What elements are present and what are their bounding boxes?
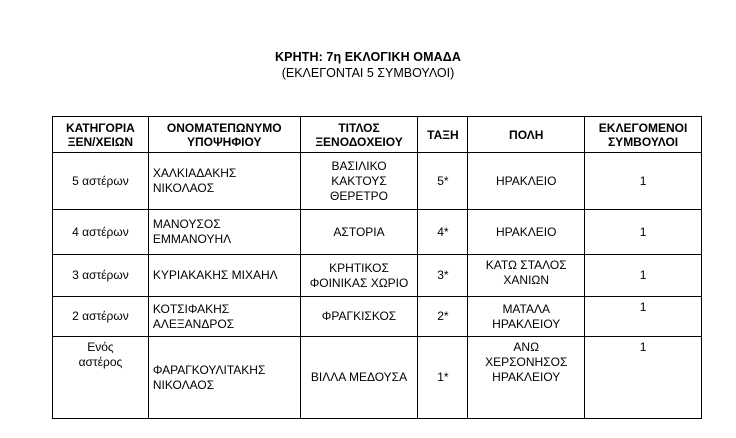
- cell-hotel: ΒΑΣΙΛΙΚΟ ΚΑΚΤΟΥΣ ΘΕΡΕΤΡΟ: [300, 153, 418, 210]
- cell-class: 4*: [418, 210, 468, 255]
- cell-hotel: ΒΙΛΛΑ ΜΕΔΟΥΣΑ: [300, 337, 418, 419]
- cell-city: ΜΑΤΑΛΑ ΗΡΑΚΛΕΙΟΥ: [468, 297, 585, 337]
- cell-city: ΑΝΩ ΧΕΡΣΟΝΗΣΟΣ ΗΡΑΚΛΕΙΟΥ: [468, 337, 585, 419]
- cell-elected: 1: [585, 255, 702, 297]
- table-row: [53, 210, 702, 255]
- cell-category: 3 αστέρων: [53, 255, 149, 297]
- table-header-row: [53, 117, 702, 153]
- cell-city: ΗΡΑΚΛΕΙΟ: [468, 210, 585, 255]
- header-elected: ΕΚΛΕΓΟΜΕΝΟΙ ΣΥΜΒΟΥΛΟΙ: [585, 117, 702, 153]
- candidates-table: [52, 116, 702, 419]
- cell-candidate: ΧΑΛΚΙΑΔΑΚΗΣ ΝΙΚΟΛΑΟΣ: [148, 153, 300, 210]
- header-hotel: ΤΙΤΛΟΣ ΞΕΝΟΔΟΧΕΙΟΥ: [300, 117, 418, 153]
- cell-candidate: ΜΑΝΟΥΣΟΣ ΕΜΜΑΝΟΥΗΛ: [148, 210, 300, 255]
- cell-category: Ενός αστέρος: [53, 337, 149, 419]
- cell-class: 3*: [418, 255, 468, 297]
- table-row: [53, 255, 702, 297]
- cell-category: 5 αστέρων: [53, 153, 149, 210]
- table-row: [53, 153, 702, 210]
- cell-class: 2*: [418, 297, 468, 337]
- table-row: [53, 337, 702, 419]
- cell-candidate: ΦΑΡΑΓΚΟΥΛΙΤΑΚΗΣ ΝΙΚΟΛΑΟΣ: [148, 337, 300, 419]
- header-candidate: ΟΝΟΜΑΤΕΠΩΝΥΜΟ ΥΠΟΨΗΦΙΟΥ: [148, 117, 300, 153]
- table-row: [53, 297, 702, 337]
- cell-elected: 1: [585, 153, 702, 210]
- document-title: ΚΡΗΤΗ: 7η ΕΚΛΟΓΙΚΗ ΟΜΑΔΑ: [275, 50, 461, 64]
- cell-city: ΚΑΤΩ ΣΤΑΛΟΣ ΧΑΝΙΩΝ: [468, 255, 585, 297]
- cell-hotel: ΚΡΗΤΙΚΟΣ ΦΟΙΝΙΚΑΣ ΧΩΡΙΟ: [300, 255, 418, 297]
- document-subtitle: (ΕΚΛΕΓΟΝΤΑΙ 5 ΣΥΜΒΟΥΛΟΙ): [281, 66, 455, 80]
- cell-elected: 1: [585, 297, 702, 337]
- header-class: ΤΑΞΗ: [418, 117, 468, 153]
- cell-class: 5*: [418, 153, 468, 210]
- cell-hotel: ΑΣΤΟΡΙΑ: [300, 210, 418, 255]
- cell-elected: 1: [585, 210, 702, 255]
- cell-class: 1*: [418, 337, 468, 419]
- cell-elected: 1: [585, 337, 702, 419]
- cell-category: 2 αστέρων: [53, 297, 149, 337]
- cell-category: 4 αστέρων: [53, 210, 149, 255]
- cell-candidate: ΚΟΤΣΙΦΑΚΗΣ ΑΛΕΞΑΝΔΡΟΣ: [148, 297, 300, 337]
- cell-candidate: ΚΥΡΙΑΚΑΚΗΣ ΜΙΧΑΗΛ: [148, 255, 300, 297]
- cell-city: ΗΡΑΚΛΕΙΟ: [468, 153, 585, 210]
- header-category: ΚΑΤΗΓΟΡΙΑ ΞΕΝ/ΧΕΙΩΝ: [53, 117, 149, 153]
- cell-hotel: ΦΡΑΓΚΙΣΚΟΣ: [300, 297, 418, 337]
- header-city: ΠΟΛΗ: [468, 117, 585, 153]
